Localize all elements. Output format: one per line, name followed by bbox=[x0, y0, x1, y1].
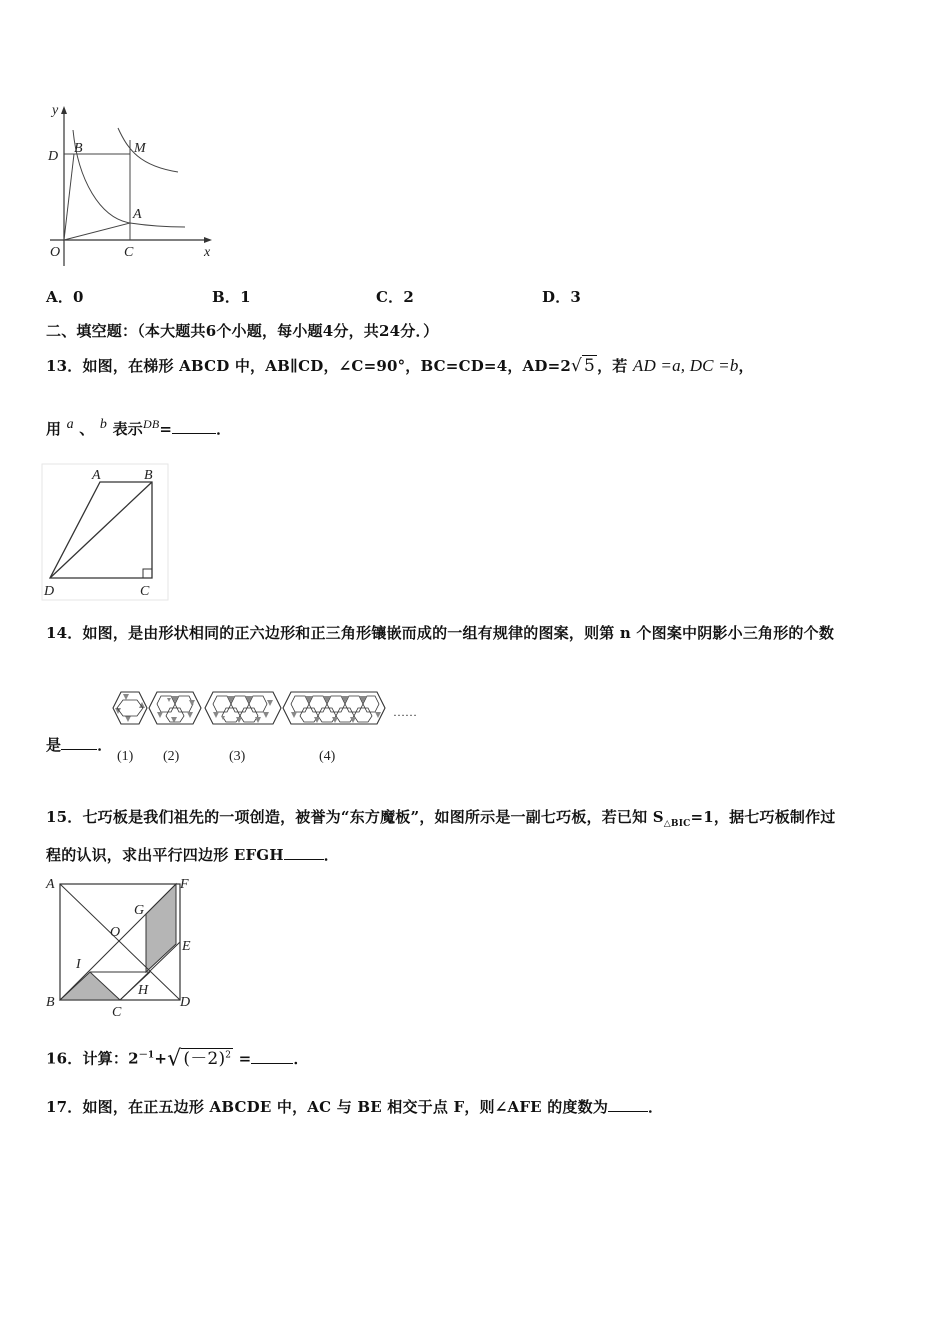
pattern-2 bbox=[149, 692, 201, 724]
pattern-1 bbox=[113, 692, 147, 724]
pattern-label-2: (2) bbox=[163, 749, 180, 764]
option-c: C．2 bbox=[376, 288, 414, 306]
pattern-3 bbox=[205, 692, 281, 724]
q16-answer-blank[interactable] bbox=[251, 1049, 293, 1064]
label-B: B bbox=[144, 468, 153, 483]
label-O: O bbox=[110, 925, 121, 940]
segment-OA bbox=[64, 223, 130, 240]
label-x: x bbox=[204, 245, 211, 260]
section-heading: 二、填空题：（本大题共6个小题，每小题4分，共24分．） bbox=[46, 322, 439, 340]
q15-line2: 程的认识，求出平行四边形 EFGH ． bbox=[46, 846, 339, 864]
label-E: E bbox=[182, 939, 191, 954]
q12-graph-figure bbox=[40, 100, 230, 270]
q13-trapezoid-figure bbox=[40, 462, 170, 602]
option-b: B．1 bbox=[212, 288, 251, 306]
q13-answer-blank[interactable] bbox=[172, 419, 216, 434]
label-M: M bbox=[134, 141, 146, 156]
label-G: G bbox=[134, 903, 145, 918]
option-d: D．3 bbox=[542, 288, 582, 306]
hyperbola-upper bbox=[118, 128, 178, 172]
label-H: H bbox=[138, 983, 149, 998]
y-axis-arrow bbox=[61, 106, 67, 114]
q15-line1: 15．七巧板是我们祖先的一项创造，被誉为“东方魔板”，如图所示是一副七巧板，若已知 $S_{\triangle BIC}=1$，据七巧板制作过 bbox=[46, 808, 836, 829]
q14-answer-blank[interactable] bbox=[61, 735, 97, 750]
label-B: B bbox=[74, 141, 83, 156]
q17-line: 17．如图，在正五边形 ABCDE 中，AC 与 BE 相交于点 F，则∠AFE 的度数为 ． bbox=[46, 1098, 664, 1116]
label-D: D bbox=[44, 584, 55, 599]
pattern-4 bbox=[283, 692, 385, 724]
q14-line2: 是 ． bbox=[46, 736, 113, 754]
label-B: B bbox=[46, 995, 55, 1010]
label-C: C bbox=[112, 1005, 122, 1020]
diagonal-DB bbox=[50, 482, 152, 578]
q15-tangram-figure bbox=[40, 874, 200, 1020]
label-C: C bbox=[124, 245, 134, 260]
label-y: y bbox=[52, 103, 59, 118]
label-I: I bbox=[76, 957, 81, 972]
label-A: A bbox=[46, 877, 55, 892]
q17-answer-blank[interactable] bbox=[608, 1097, 648, 1112]
label-D: D bbox=[48, 149, 59, 164]
label-C: C bbox=[140, 584, 150, 599]
label-A: A bbox=[92, 468, 101, 483]
label-O: O bbox=[50, 245, 61, 260]
pattern-label-3: (3) bbox=[229, 749, 246, 764]
q13-math-vectors: AD =a, DC =b bbox=[632, 356, 739, 375]
x-axis-arrow bbox=[204, 237, 212, 243]
label-F: F bbox=[180, 877, 189, 892]
q13-line1: 13．如图，在梯形 ABCD 中，AB∥CD，∠C=90°，BC=CD=4，AD=2√ 5 ，若 AD =a, DC =b， bbox=[46, 356, 754, 376]
hyperbola-lower bbox=[73, 130, 185, 227]
q13-line2: 用 $^a$ 、 $^b$ 表示$^{DB}$= ． bbox=[46, 417, 232, 438]
q14-line1: 14．如图，是由形状相同的正六边形和正三角形镶嵌而成的一组有规律的图案，则第 n 个图案中阴影小三角形的个数 bbox=[46, 624, 835, 642]
segment-OB bbox=[64, 154, 74, 240]
label-D: D bbox=[180, 995, 191, 1010]
shaded-parallelogram bbox=[146, 884, 176, 972]
q14-pattern-figure bbox=[105, 686, 425, 770]
pattern-label-4: (4) bbox=[319, 749, 336, 764]
q16-line: 16．计算：$2^{-1}+√$ $(-2)^2$ = ． bbox=[46, 1046, 309, 1072]
shaded-triangle-BIC bbox=[60, 972, 120, 1000]
right-angle-mark bbox=[143, 569, 152, 578]
label-A: A bbox=[133, 207, 142, 222]
q15-answer-blank[interactable] bbox=[284, 845, 324, 860]
option-a: A．0 bbox=[46, 288, 84, 306]
pattern-label-1: (1) bbox=[117, 749, 134, 764]
continuation-dots: …… bbox=[393, 705, 417, 719]
